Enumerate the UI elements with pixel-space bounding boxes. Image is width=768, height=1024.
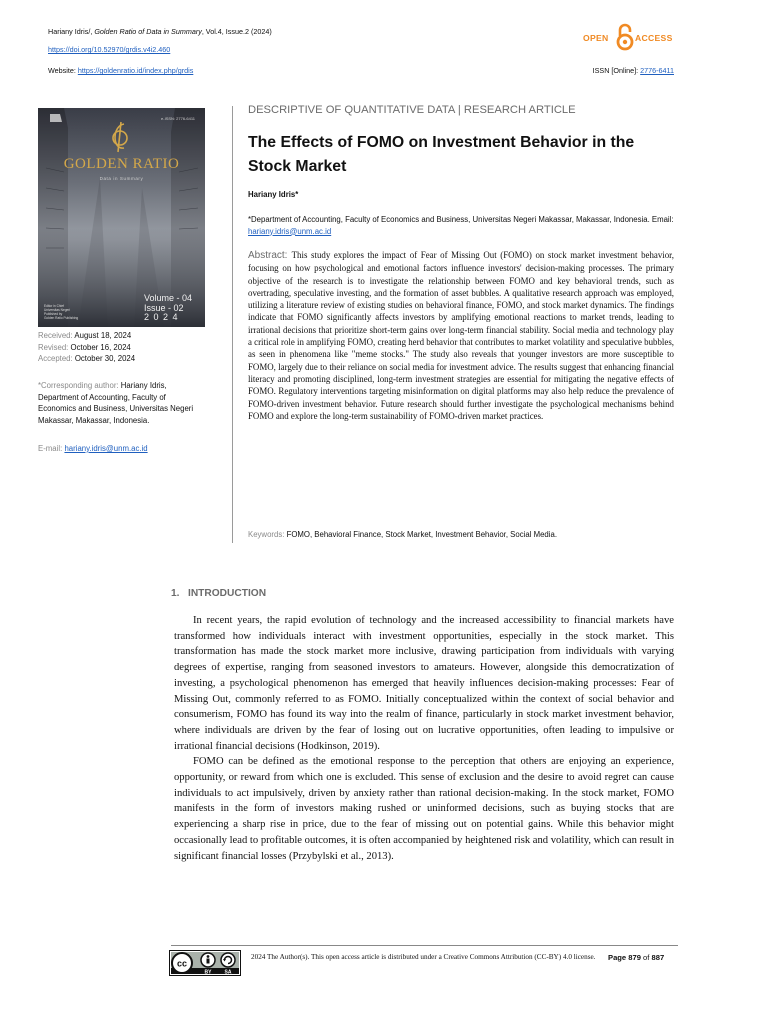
revised-label: Revised:: [38, 342, 71, 352]
issn-line: [593, 66, 674, 75]
section-heading-introduction: 1. INTRODUCTION: [171, 588, 267, 599]
corresponding-author: [38, 380, 206, 426]
citation-journal: Golden Ratio of Data in Summary: [94, 27, 202, 36]
keywords: [248, 530, 678, 539]
license-statement: 2024 The Author(s). This open access article is distributed under a Creative Commons Attribution (CC-BY) 4.0 license.: [251, 953, 596, 961]
citation-authors: Hariany Idris/,: [48, 27, 95, 36]
received-date: August 18, 2024: [74, 331, 132, 340]
accepted-label: Accepted:: [38, 354, 75, 364]
article-history: [38, 330, 206, 365]
open-lock-icon: [616, 22, 634, 52]
abstract: [248, 249, 674, 422]
footer-divider: [171, 945, 678, 946]
paragraph: In recent years, the rapid evolution of technology and the increased accessibility to financial markets have transformed how individuals interact with investment opportunities, especially in the stock market. This transformation has made the stock market more inclusive, drawing participation from individuals with varying degrees of expertise, ranging from seasoned investors to amateurs. However, alongside this democratization of investing, a psychological phenomenon has emerged that heavily influences decision-making processes: Fear of Missing Out, commonly referred to as FOMO. Initially conceptualized within the context of social behavior and consumerism, FOMO has found its way into the realm of finance, particularly in stock market investment behavior, where individuals are driven by the fear of losing out on lucrative opportunities, often leading to impulsive or irrational financial decisions (Hodkinson, 2019).: [174, 615, 674, 752]
email-label: E-mail:: [38, 444, 65, 453]
affiliation-email-link[interactable]: hariany.idris@unm.ac.id: [248, 226, 332, 236]
corresponding-text: Hariany Idris, Department of Accounting, Faculty of Economics and Business, Universitas Negeri Makassar, Makassar, Indonesia.: [38, 381, 194, 425]
running-header-citation: [48, 27, 272, 36]
cc-by-sa-license-badge[interactable]: [169, 950, 241, 976]
cc-sa-label: SA: [224, 969, 232, 976]
accepted-line: [38, 353, 206, 365]
abstract-label: Abstract:: [248, 250, 292, 261]
article-category: DESCRIPTIVE OF QUANTITATIVE DATA | RESEARCH ARTICLE: [248, 104, 576, 116]
vertical-divider: [232, 106, 233, 543]
cover-volume: Volume - 04: [144, 293, 193, 303]
open-access-text-access: ACCESS: [635, 33, 673, 43]
accepted-date: October 30, 2024: [74, 354, 136, 364]
cover-issue: Issue - 02: [144, 302, 184, 313]
page-of: of: [640, 953, 652, 962]
affiliation-text: *Department of Accounting, Faculty of Economics and Business, Universitas Negeri Makassar, Makassar, Indonesia. Email:: [248, 215, 674, 224]
received-label: Received:: [38, 331, 75, 340]
received-line: [38, 330, 206, 342]
author-name: Hariany Idris*: [248, 190, 299, 199]
cover-details: Editor in Chief Universitas Negeri Published by Golden Ratio Publishing: [44, 304, 79, 320]
cover-subtitle: Data in Summary: [99, 176, 144, 181]
website-label: Website:: [48, 66, 78, 75]
page-total: 887: [651, 953, 665, 962]
cover-title: GOLDEN RATIO: [63, 156, 180, 172]
author-affiliation: [248, 214, 678, 237]
page-number: [608, 953, 664, 962]
svg-text:cc: cc: [176, 958, 188, 969]
citation-volume: , Vol.4, Issue.2 (2024): [201, 27, 272, 36]
revised-line: [38, 342, 206, 354]
cover-volume-block: [144, 294, 192, 323]
revised-date: October 16, 2024: [70, 342, 131, 352]
issn-link[interactable]: 2776-6411: [640, 66, 674, 75]
introduction-body: [174, 613, 674, 864]
website-line: [48, 66, 193, 75]
cover-issn: e-ISSN: 2776-6411: [161, 116, 195, 121]
email-link[interactable]: hariany.idris@unm.ac.id: [64, 444, 148, 453]
doi-text[interactable]: https://doi.org/10.52970/grdis.v4i2.460: [48, 45, 171, 54]
open-access-logo: [583, 22, 675, 52]
corresponding-email: [38, 443, 206, 455]
doi-link[interactable]: [48, 45, 170, 54]
issn-label: ISSN [Online]:: [592, 66, 641, 75]
page-current: 879: [628, 953, 641, 962]
share-alike-icon: [221, 953, 235, 967]
cover-year: 2 0 2 4: [144, 312, 179, 322]
paragraph: FOMO can be defined as the emotional response to the perception that others are enjoying an experience, opportunity, or reward from which one is excluded. This sense of exclusion and the desire to avoid regret can cause individuals to act impulsively, driven by anxiety rather than rational decision-making. In the stock market, FOMO manifests in the form of investors making rushed or uninformed decisions, such as buying stocks that are experiencing a sharp rise in price, due to the fear of missing out on potential gains. While this behavior might occasionally lead to profitable outcomes, it is often accompanied by heightened risk and volatility, which can result in significant financial losses (Przybylski et al., 2013).: [174, 756, 674, 862]
website-link[interactable]: https://goldenratio.id/index.php/grdis: [77, 66, 194, 75]
keywords-label: Keywords:: [248, 530, 287, 539]
open-access-text-open: OPEN: [583, 33, 609, 43]
article-title: The Effects of FOMO on Investment Behavior in the Stock Market: [248, 134, 635, 175]
cc-by-label: BY: [204, 969, 212, 976]
page-label: Page: [608, 953, 629, 962]
abstract-text: This study explores the impact of Fear of Missing Out (FOMO) on stock market investment behavior, focusing on how psychological and emotional factors influence investors' decision-making processes. The primary objective of the research is to investigate the relationship between FOMO and key behavioral trends, such as overtrading, speculative investing, and the formation of asset bubbles. A qualitative research approach was employed, utilizing a literature review of existing studies on behavioral finance, FOMO, and stock market dynamics. The findings indicate that FOMO significantly affects investors by amplifying emotional reactions to market trends, leading to irrational decisions that prioritize short-term gains over long-term financial stability. Social media and technology play a critical role in amplifying FOMO, creating herd behavior that contributes to market volatility and speculative bubbles, as seen in phenomena like "meme stocks." The study also reveals that younger investors are more susceptible to FOMO, largely due to their reliance on social media for investment advice. The results suggest that enhancing financial literacy and promoting disciplined, long-term investment strategies are essential for mitigating the negative effects of FOMO. Regulatory interventions targeting misinformation on digital platforms may also help reduce the prevalence of FOMO-driven investment behavior. Future research should further investigate the psychological mechanisms behind FOMO and explore the long-term sustainability of FOMO-driven market practices.: [248, 250, 674, 421]
keywords-text: FOMO, Behavioral Finance, Stock Market, Investment Behavior, Social Media.: [286, 530, 557, 539]
corresponding-label: *Corresponding author:: [38, 381, 121, 390]
journal-cover-image: [38, 108, 205, 327]
